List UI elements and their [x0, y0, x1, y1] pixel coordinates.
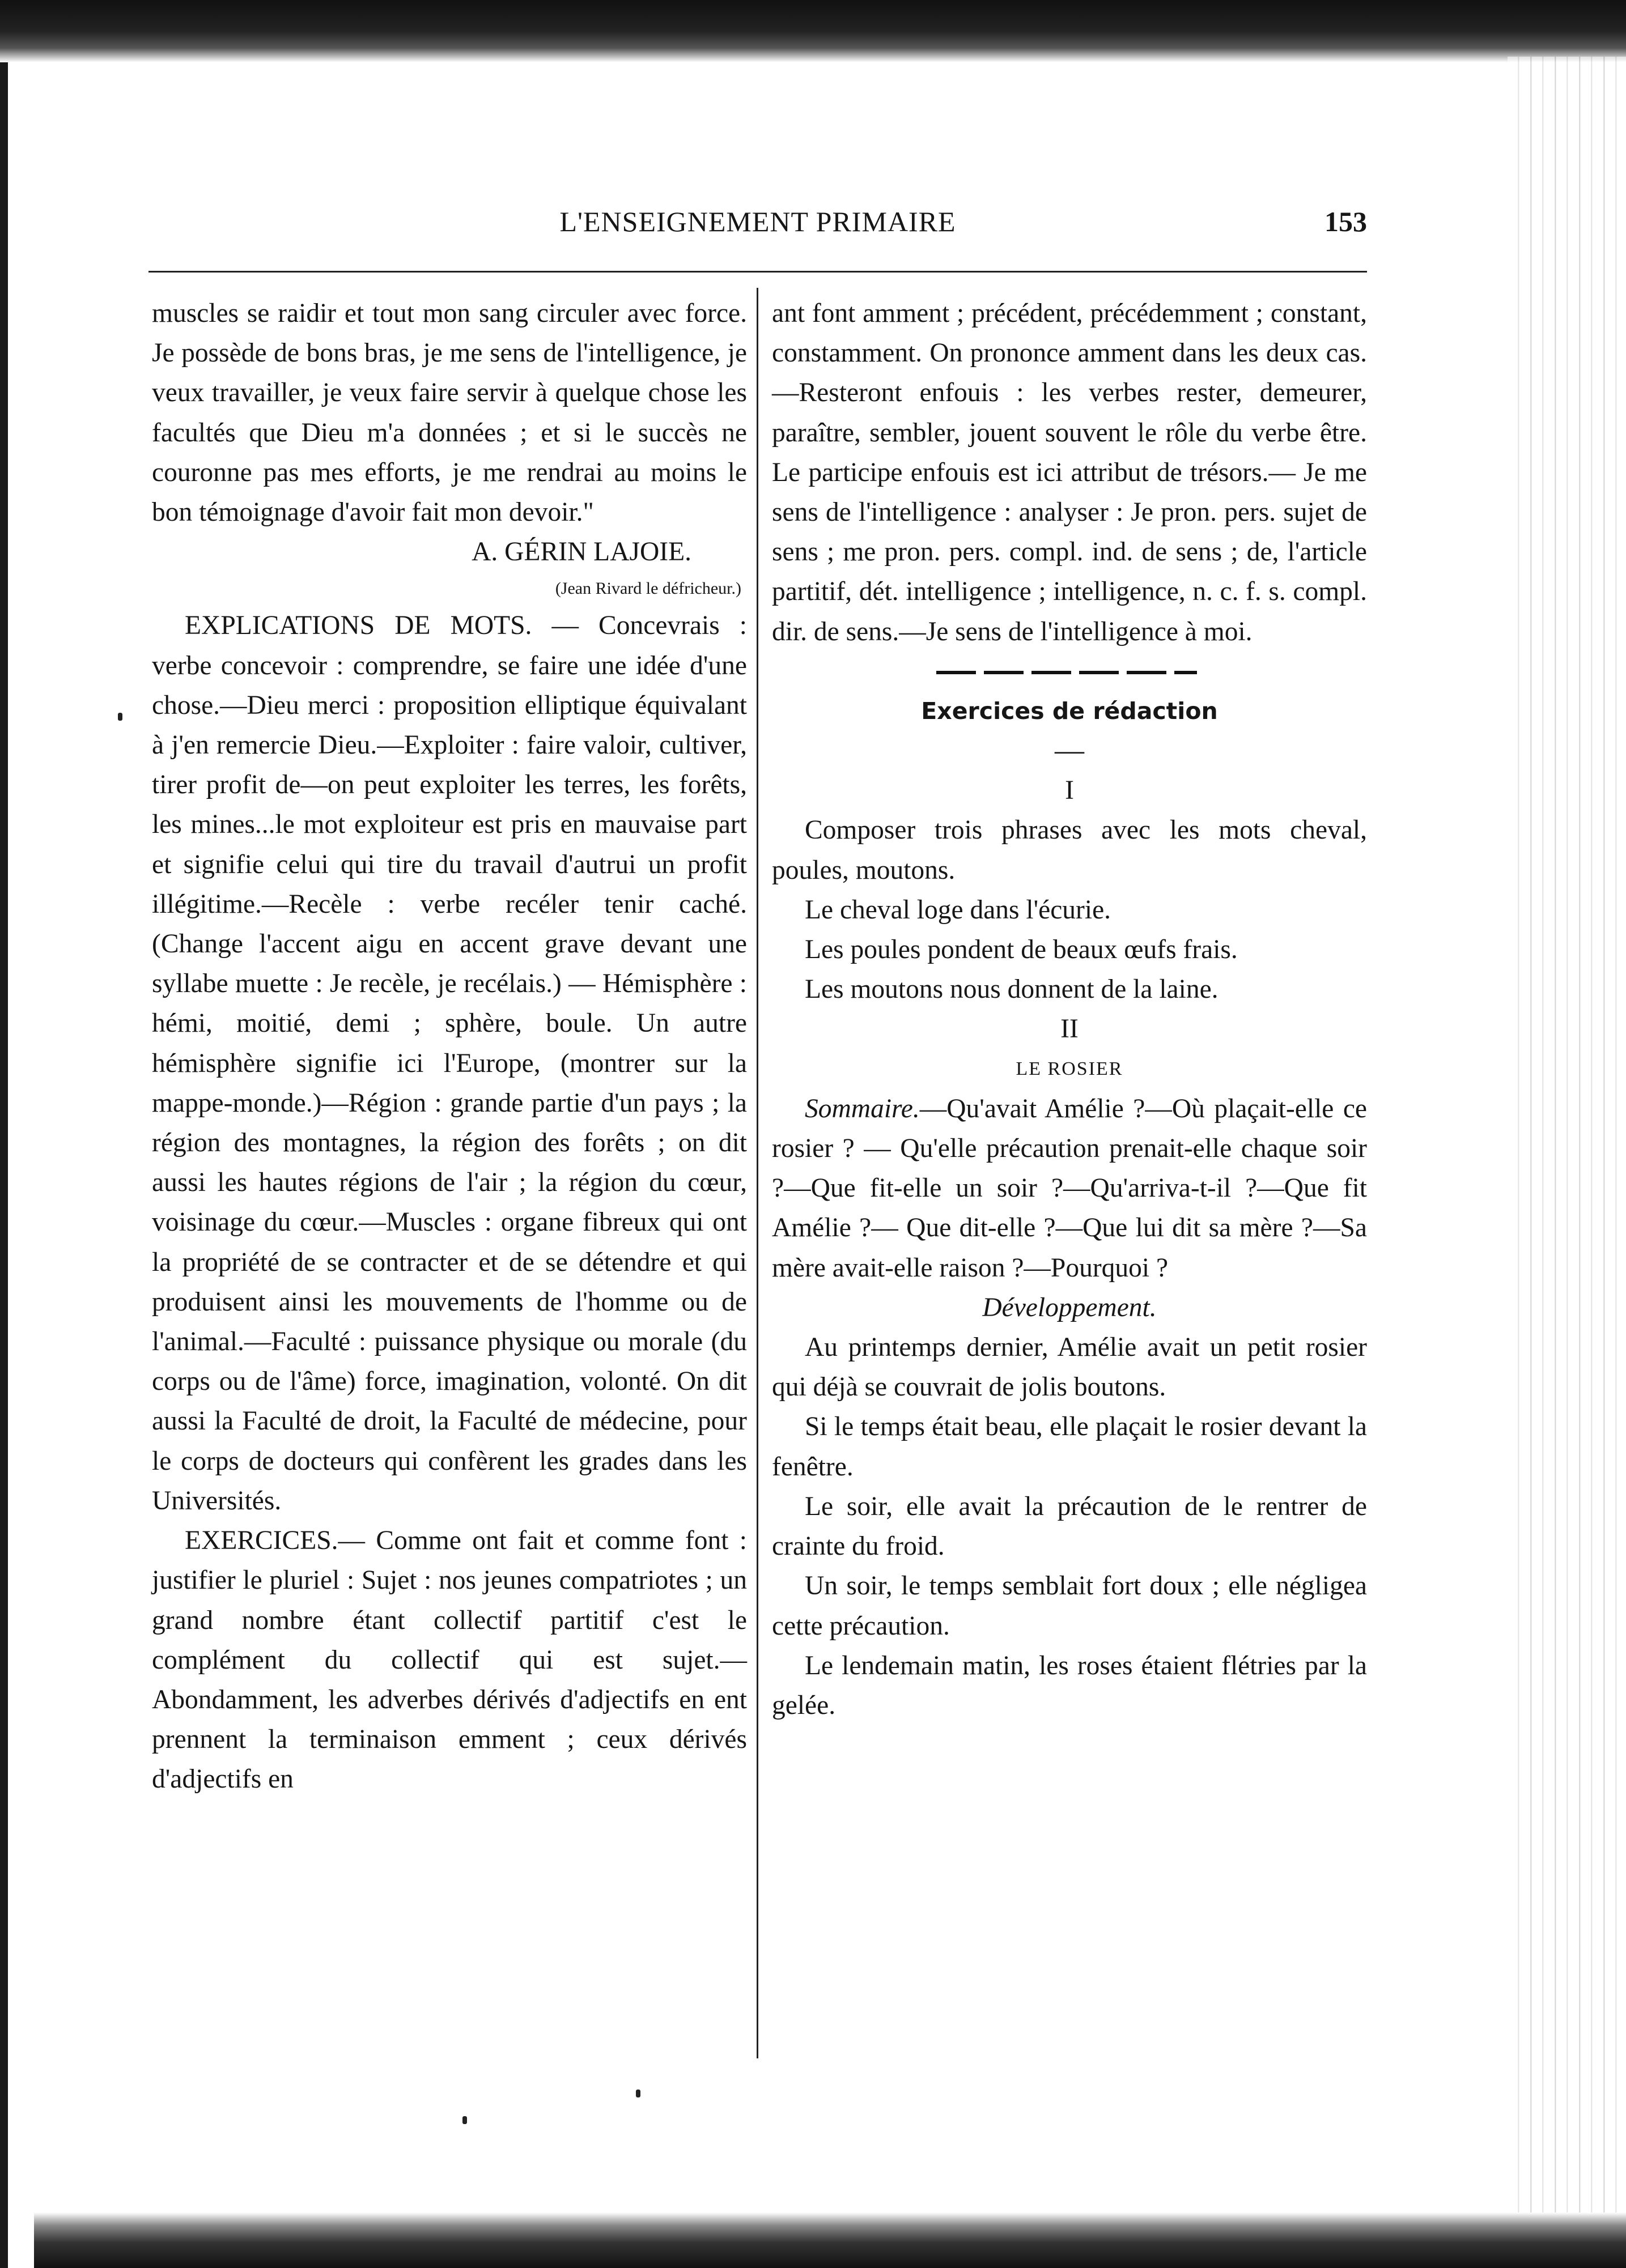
- developpement-paragraph: Si le temps était beau, elle plaçait le rosier devant la fenêtre.: [772, 1412, 1367, 1482]
- exercise-1-prompt: Composer trois phrases avec les mots cheval, poules, moutons.: [772, 815, 1367, 885]
- author-signature: A. GÉRIN LAJOIE.: [472, 537, 691, 567]
- right-column: [772, 293, 1367, 1725]
- explanations-paragraph: [152, 606, 747, 1521]
- running-title: L'ENSEIGNEMENT PRIMAIRE: [559, 206, 956, 237]
- developpement-heading: [772, 1288, 1367, 1327]
- exercise-1-sentence: Le cheval loge dans l'écurie.: [805, 895, 1111, 925]
- developpement-paragraph: Le soir, elle avait la précaution de le rentrer de crainte du froid.: [772, 1491, 1367, 1561]
- page-header: [148, 205, 1367, 250]
- exercise-number-1: I: [1065, 776, 1074, 806]
- developpement-paragraph: Au printemps dernier, Amélie avait un petit rosier qui déjà se couvrait de jolis boutons.: [772, 1333, 1367, 1402]
- developpement-paragraph: Le lendemain matin, les roses étaient flétries par la gelée.: [772, 1650, 1367, 1720]
- exercise-1-sentence: Les moutons nous donnent de la laine.: [805, 975, 1219, 1005]
- explanations-text: — Concevrais : verbe concevoir : comprendre, se faire une idée d'une chose.—Dieu merci : proposition elliptique équivalant à j'en remercie Dieu.—Exploiter : faire valoir, cultiver, tirer profit de—on peut exploiter les terres, les forêts, les mines...le mot exploiteur est pris en mauvaise part et signifie celui qui tire du travail d'autrui un profit illégitime.—Recèle : verbe recéler tenir caché. (Change l'accent aigu en accent grave devant une syllabe muette : Je recèle, je recélais.) — Hémisphère : hémi, moitié, demi ; sphère, boule. Un autre hémisphère signifie ici l'Europe, (montrer sur la mappe-monde.)—Région : grande partie d'un pays ; la région des montagnes, la région des forêts ; on dit aussi les hautes régions de l'air ; la région du cœur, voisinage du cœur.—Muscles : organe fibreux qui ont la propriété de se contracter et de se détendre et qui produisent ainsi les mouvements de l'homme ou de l'animal.—Faculté : puissance physique ou morale (du corps ou de l'âme) force, imagination, volonté. On dit aussi la Faculté de droit, la Faculté de médecine, pour le corps de docteurs qui confèrent les grades dans les Universités.: [152, 611, 747, 1516]
- ornamental-rule: [772, 652, 1367, 691]
- ornament-dashes: [936, 671, 1197, 674]
- column-divider: [757, 288, 758, 2058]
- ink-speck: [636, 2090, 640, 2097]
- quote-ending: muscles se raidir et tout mon sang circuler avec force. Je possède de bons bras, je me sens de l'intelligence, je veux travailler, je veux faire servir à quelque chose les facultés que Dieu m'a données ; et si le succès ne couronne pas mes efforts, je me rendrai au moins le bon témoignage d'avoir fait mon devoir.": [152, 299, 747, 527]
- grammar-continuation: ant font amment ; précédent, précédemment ; constant, constamment. On prononce amment dans les deux cas.—Resteront enfouis : les verbes rester, demeurer, paraître, sembler, jouent souvent le rôle du verbe être. Le participe enfouis est ici attribut de trésors.— Je me sens de l'intelligence : analyser : Je pron. pers. sujet de sens ; me pron. pers. compl. ind. de sens ; de, l'article partitif, dét. intelligence ; intelligence, n. c. f. s. compl. dir. de sens.—Je sens de l'intelligence à moi.: [772, 299, 1367, 646]
- developpement-label: Développement.: [982, 1292, 1157, 1322]
- page-number: 153: [1324, 206, 1367, 237]
- signature-source: (Jean Rivard le défricheur.): [555, 579, 741, 598]
- scan-left-edge: [0, 0, 8, 2268]
- left-column: [152, 293, 747, 1799]
- exercise-1-sentence: Les poules pondent de beaux œufs frais.: [805, 935, 1238, 965]
- exercises-label: EXERCICES.: [185, 1526, 338, 1556]
- scan-bottom-edge: [34, 2212, 1626, 2268]
- sommaire-text: —Qu'avait Amélie ?—Où plaçait-elle ce rosier ? — Qu'elle précaution prenait-elle chaque soir ?—Que fit-elle un soir ?—Qu'arriva-t-il ?—Que fit Amélie ?— Que dit-elle ?—Que lui dit sa mère ?—Sa mère avait-elle raison ?—Pourquoi ?: [772, 1093, 1367, 1283]
- sommaire-label: Sommaire.: [805, 1093, 920, 1124]
- exercises-paragraph: [152, 1521, 747, 1799]
- ink-speck: [118, 713, 122, 721]
- ink-speck: [462, 2116, 467, 2124]
- scan-top-edge: [0, 0, 1626, 62]
- section-dash: —: [1055, 734, 1084, 767]
- sommaire-paragraph: [772, 1089, 1367, 1288]
- developpement-paragraph: Un soir, le temps semblait fort doux ; elle négligea cette précaution.: [772, 1571, 1367, 1641]
- exercise-2-title: LE ROSIER: [1016, 1058, 1123, 1079]
- exercises-text: — Comme ont fait et comme font : justifier le pluriel : Sujet : nos jeunes compatriotes ; un grand nombre étant collectif partitif c'est le complément du collectif qui est sujet.—Abondamment, les adverbes dérivés d'adjectifs en ent prennent la terminaison emment ; ceux dérivés d'adjectifs en: [152, 1526, 747, 1794]
- explanations-label: EXPLICATIONS DE MOTS.: [185, 611, 532, 641]
- section-title: Exercices de rédaction: [921, 697, 1218, 725]
- exercise-number-2: II: [1060, 1014, 1079, 1044]
- header-rule: [148, 271, 1367, 273]
- scan-right-edge: [1508, 57, 1626, 2215]
